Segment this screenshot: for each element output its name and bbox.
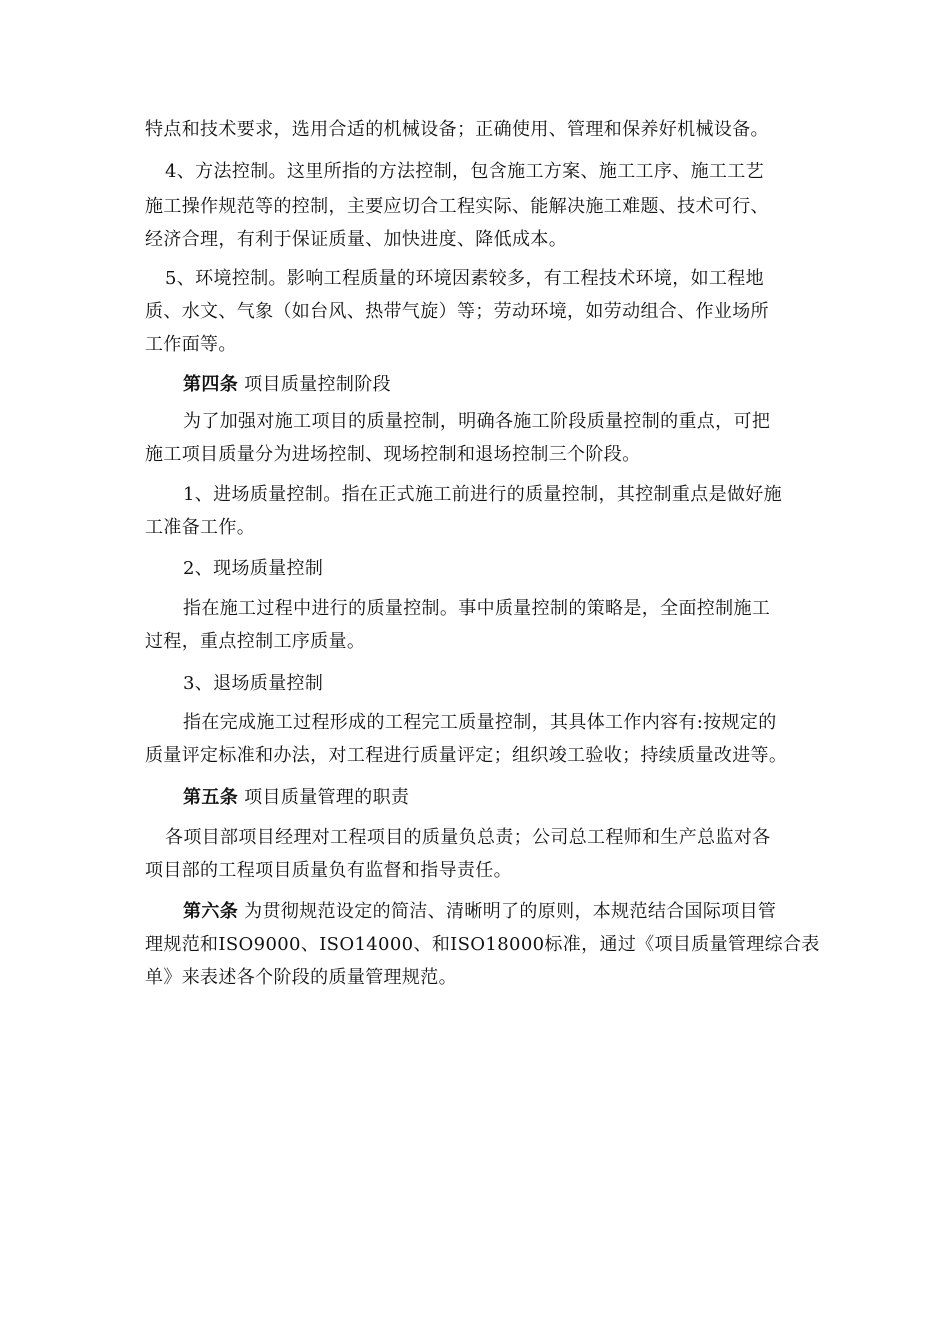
paragraph-line: 经济合理，有利于保证质量、加快进度、降低成本。 [145,229,568,250]
paragraph-line: 施工操作规范等的控制，主要应切合工程实际、能解决施工难题、技术可行、 [145,196,769,217]
paragraph-line: 质量评定标准和办法，对工程进行质量评定；组织竣工验收；持续质量改进等。 [145,745,788,766]
paragraph-line: 5、环境控制。影响工程质量的环境因素较多，有工程技术环境，如工程地 [165,268,764,289]
article-title: 项目质量管理的职责 [244,787,410,808]
article-heading [183,900,853,924]
paragraph-line: 质、水文、气象（如台风、热带气旋）等；劳动环境，如劳动组合、作业场所 [145,301,769,322]
article-heading [183,373,853,397]
paragraph-line: 过程，重点控制工序质量。 [145,631,366,652]
paragraph-line: 各项目部项目经理对工程项目的质量负总责；公司总工程师和生产总监对各 [165,827,771,848]
article-title: 项目质量控制阶段 [244,374,391,395]
paragraph-line: 单》来表述各个阶段的质量管理规范。 [145,967,457,988]
paragraph-line: 工准备工作。 [145,517,256,538]
article-text: 为贯彻规范设定的简洁、清晰明了的原则，本规范结合国际项目管 [244,901,777,922]
paragraph-line: 特点和技术要求，选用合适的机械设备；正确使用、管理和保养好机械设备。 [145,119,769,140]
paragraph-line: 3、退场质量控制 [183,673,324,694]
paragraph-line: 理规范和ISO9000、ISO14000、和ISO18000标准，通过《项目质量管理综合表 [145,934,820,955]
paragraph-line: 工作面等。 [145,334,237,355]
paragraph-line: 指在完成施工过程形成的工程完工质量控制，其具体工作内容有:按规定的 [183,712,777,733]
article-number: 第五条 [183,787,239,808]
article-heading [183,786,853,810]
paragraph-line: 1、进场质量控制。指在正式施工前进行的质量控制，其控制重点是做好施 [183,484,782,505]
article-number: 第六条 [183,901,239,922]
paragraph-line: 指在施工过程中进行的质量控制。事中质量控制的策略是，全面控制施工 [183,598,771,619]
paragraph-line: 施工项目质量分为进场控制、现场控制和退场控制三个阶段。 [145,444,641,465]
paragraph-line: 2、现场质量控制 [183,558,324,579]
paragraph-line: 4、方法控制。这里所指的方法控制，包含施工方案、施工工序、施工工艺 [165,161,764,182]
paragraph-line: 为了加强对施工项目的质量控制，明确各施工阶段质量控制的重点，可把 [183,411,771,432]
article-number: 第四条 [183,374,239,395]
paragraph-line: 项目部的工程项目质量负有监督和指导责任。 [145,860,512,881]
